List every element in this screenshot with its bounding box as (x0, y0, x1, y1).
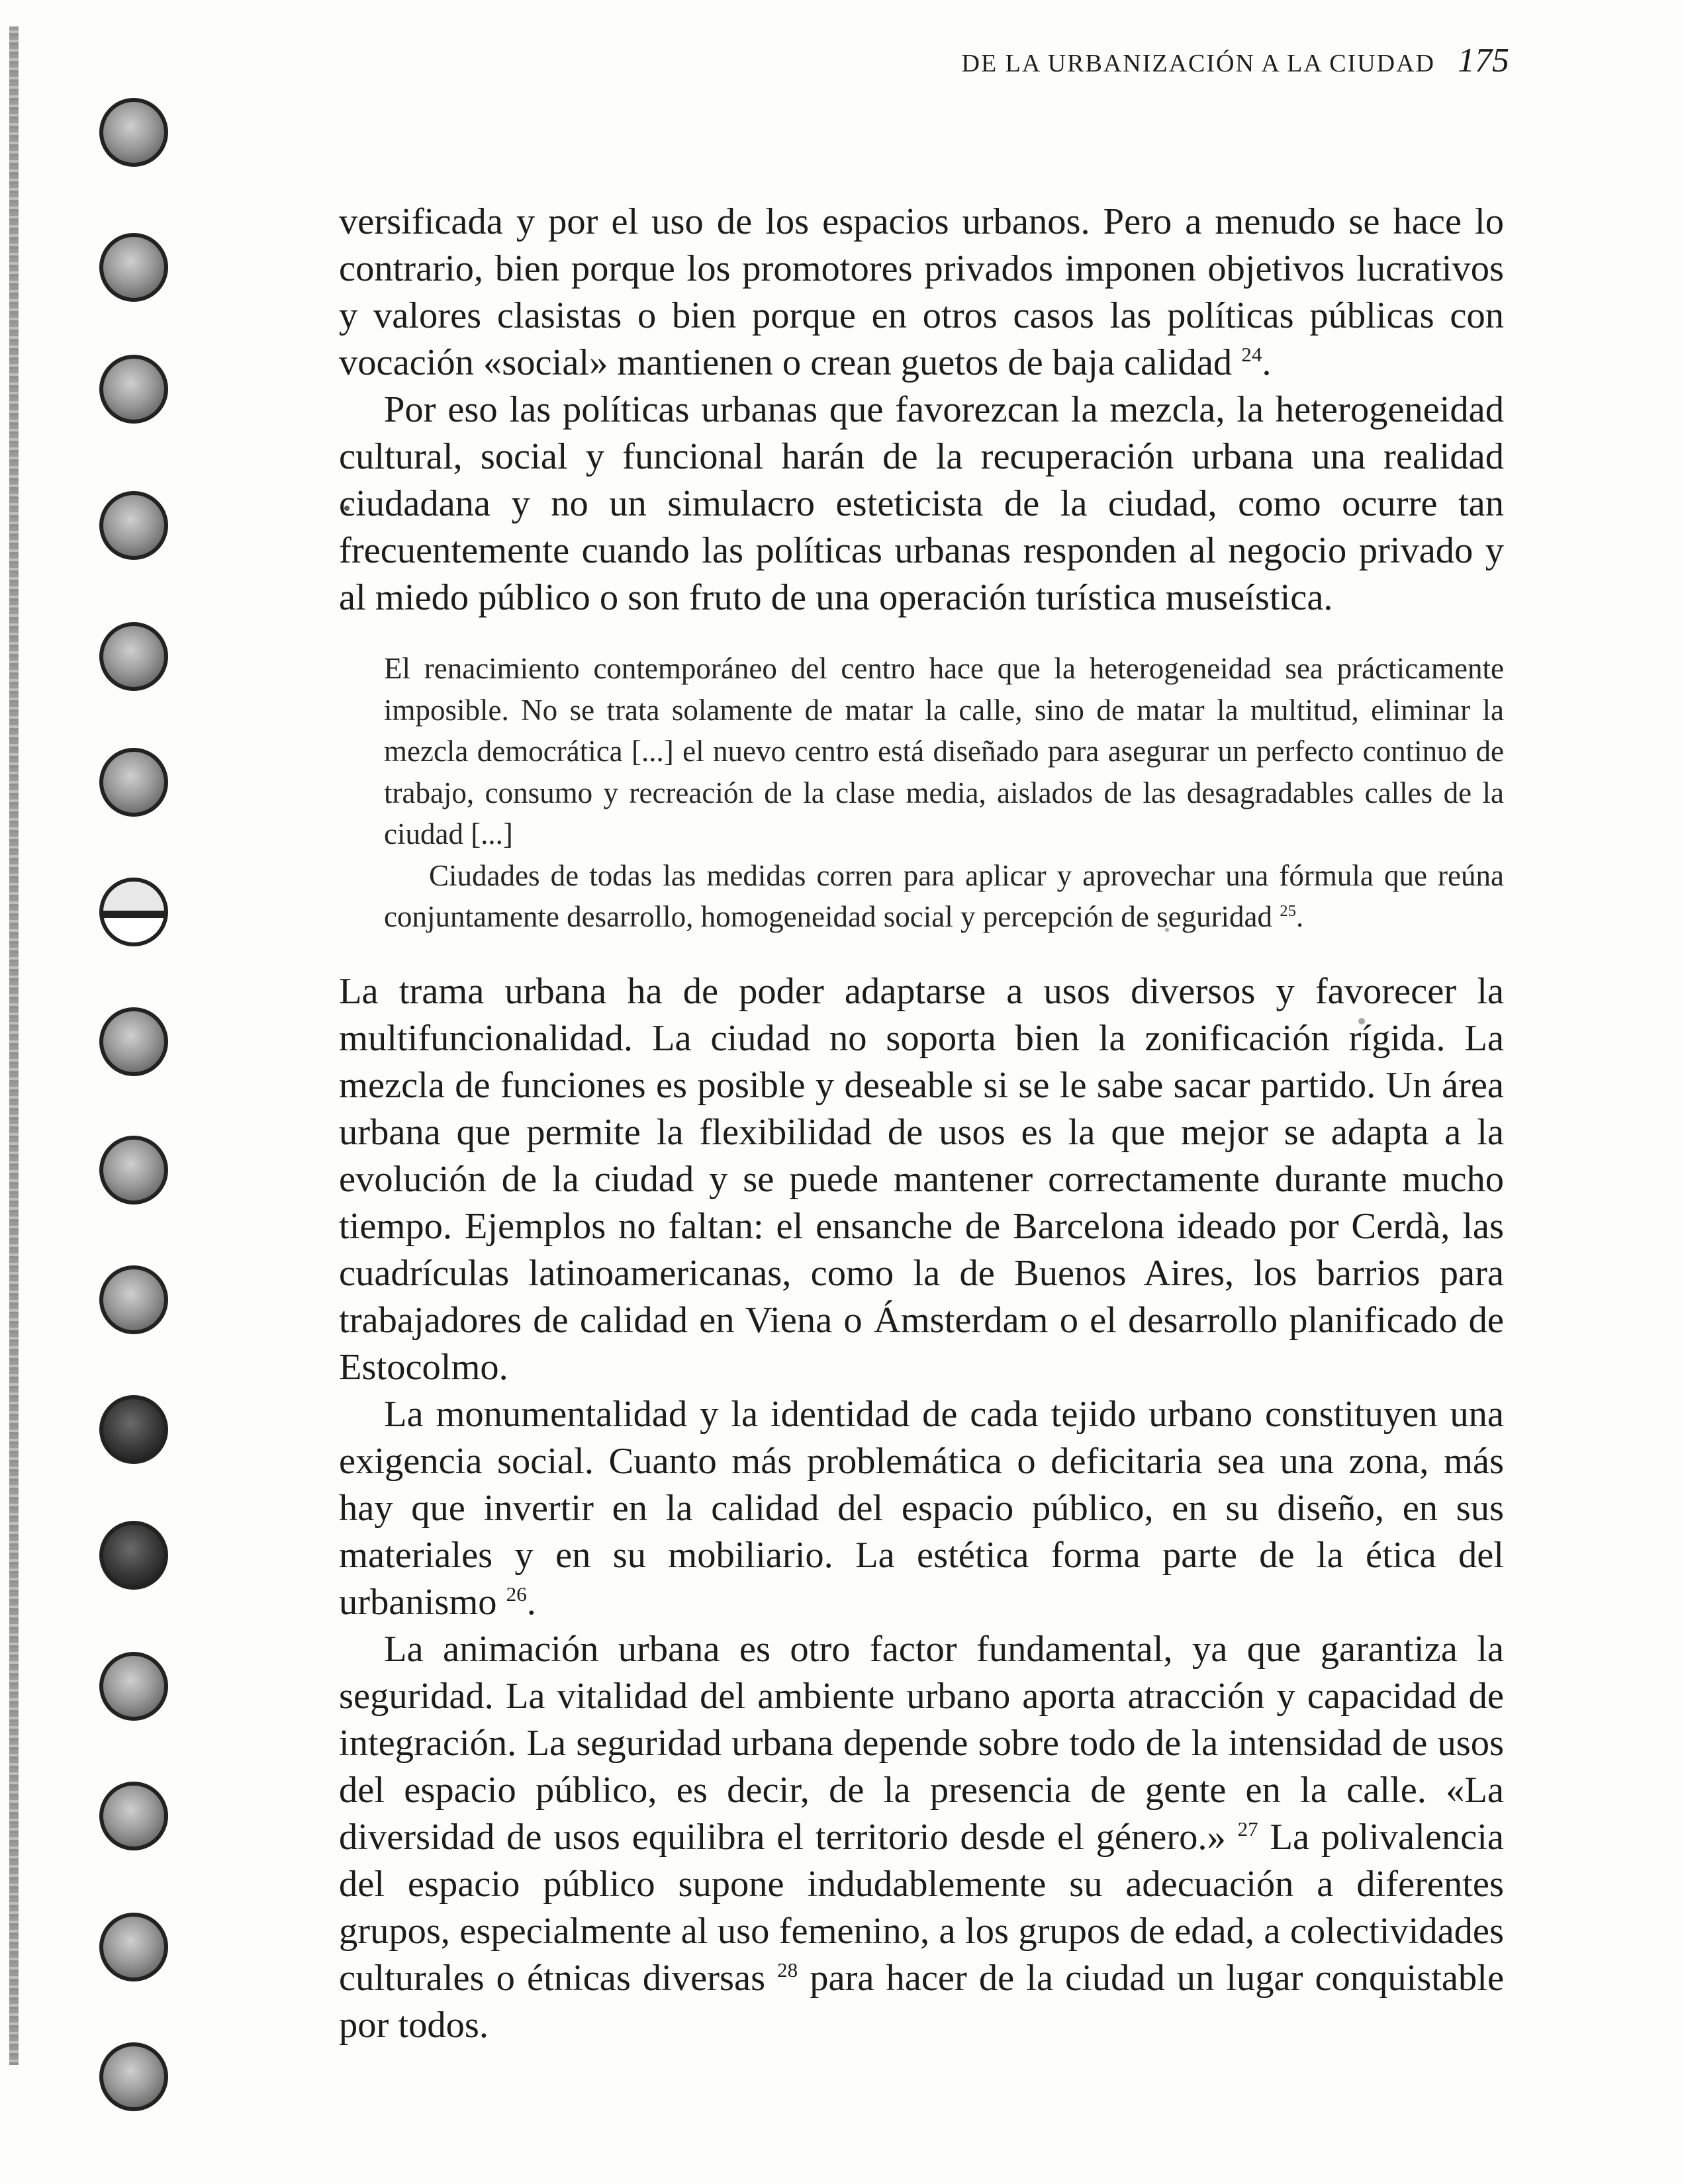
text-block (339, 199, 1504, 2049)
binding-hole (99, 355, 168, 424)
binding-hole (99, 1265, 168, 1334)
paragraph: versificada y por el uso de los espacios urbanos. Pero a menudo se hace lo contrario, bien porque los promotores privados imponen objetivos lucrativos y valores clasistas o bien porque en otros casos las políticas públicas con vocación «social» mantienen o crean guetos de baja calidad $^{24}$. (339, 201, 1504, 383)
binding-hole (99, 1136, 168, 1205)
binding-hole (99, 1913, 168, 1981)
running-head: DE LA URBANIZACIÓN A LA CIUDAD (961, 50, 1435, 77)
quote-paragraph: Ciudades de todas las medidas corren para aplicar y aprovechar una fórmula que reúna conjuntamente desarrollo, homogeneidad social y percepción de seguridad $^{25}$. (384, 858, 1504, 933)
binding-edge (9, 26, 19, 2065)
body-text-bottom (339, 968, 1504, 2049)
footnote-ref: 26 (506, 1582, 527, 1606)
binding-hole (99, 878, 168, 946)
binding-hole (99, 491, 168, 560)
paragraph: La monumentalidad y la identidad de cada tejido urbano constituyen una exigencia social. Cuanto más problemática o deficitaria sea una zona, más hay que invertir en la calidad del espacio público, en su diseño, en sus materiales y en su mobiliario. La estética forma parte de la ética del urbanismo $^{26}$. (339, 1393, 1504, 1623)
binding-hole (99, 622, 168, 691)
body-text-top (339, 199, 1504, 621)
binding-hole (99, 98, 168, 167)
footnote-ref: 25 (1280, 902, 1297, 920)
binding-hole (99, 1007, 168, 1076)
paragraph: La animación urbana es otro factor fundamental, ya que garantiza la seguridad. La vitalidad del ambiente urbano aporta atracción y capacidad de integración. La seguridad urbana depende sobre todo de la intensidad de usos del espacio público, es decir, de la presencia de gente en la calle. «La diversidad de usos equilibra el territorio desde el género.» $^{27}$ La polivalencia del espacio público supone indudablemente su adecuación a diferentes grupos, especialmente al uso femenino, a los grupos de edad, a colectividades culturales o étnicas diversas $^{28}$ para hacer de la ciudad un lugar conquistable por todos. (339, 1628, 1505, 2046)
paragraph: Por eso las políticas urbanas que favorezcan la mezcla, la heterogeneidad cultural, social y funcional harán de la recuperación urbana una realidad ciudadana y no un simulacro esteticista de la ciudad, como ocurre tan frecuentemente cuando las políticas urbanas responden al negocio privado y al miedo público o son fruto de una operación turística museística. (339, 389, 1504, 618)
block-quote (384, 648, 1504, 938)
page-header (861, 41, 1509, 94)
binding-hole (99, 1782, 168, 1850)
binding-hole (99, 233, 168, 302)
quote-paragraph: El renacimiento contemporáneo del centro hace que la heterogeneidad sea prácticamente imposible. No se trata solamente de matar la calle, sino de matar la multitud, eliminar la mezcla democrática [...] el nuevo centro está diseñado para asegurar un perfecto continuo de trabajo, consumo y recreación de la clase media, aislados de las desagradables calles de la ciudad [...] (384, 652, 1504, 850)
footnote-ref: 24 (1241, 343, 1262, 367)
binding-hole (99, 1395, 168, 1464)
paragraph: La trama urbana ha de poder adaptarse a usos diversos y favorecer la multifuncionalidad. La ciudad no soporta bien la zonificación rígida. La mezcla de funciones es posible y deseable si se le sabe sacar partido. Un área urbana que permite la flexibilidad de usos es la que mejor se adapta a la evolución de la ciudad y se puede mantener correctamente durante mucho tiempo. Ejemplos no faltan: el ensanche de Barcelona ideado por Cerdà, las cuadrículas latinoamericanas, como la de Buenos Aires, los barrios para trabajadores de calidad en Viena o Ámsterdam o el desarrollo planificado de Estocolmo. (339, 970, 1504, 1388)
page-number: 175 (1458, 42, 1509, 79)
binding-hole (99, 1652, 168, 1721)
binding-hole (99, 1521, 168, 1590)
footnote-ref: 27 (1237, 1817, 1258, 1841)
binding-hole (99, 2042, 168, 2111)
footnote-ref: 28 (777, 1958, 798, 1981)
binding-hole (99, 748, 168, 817)
